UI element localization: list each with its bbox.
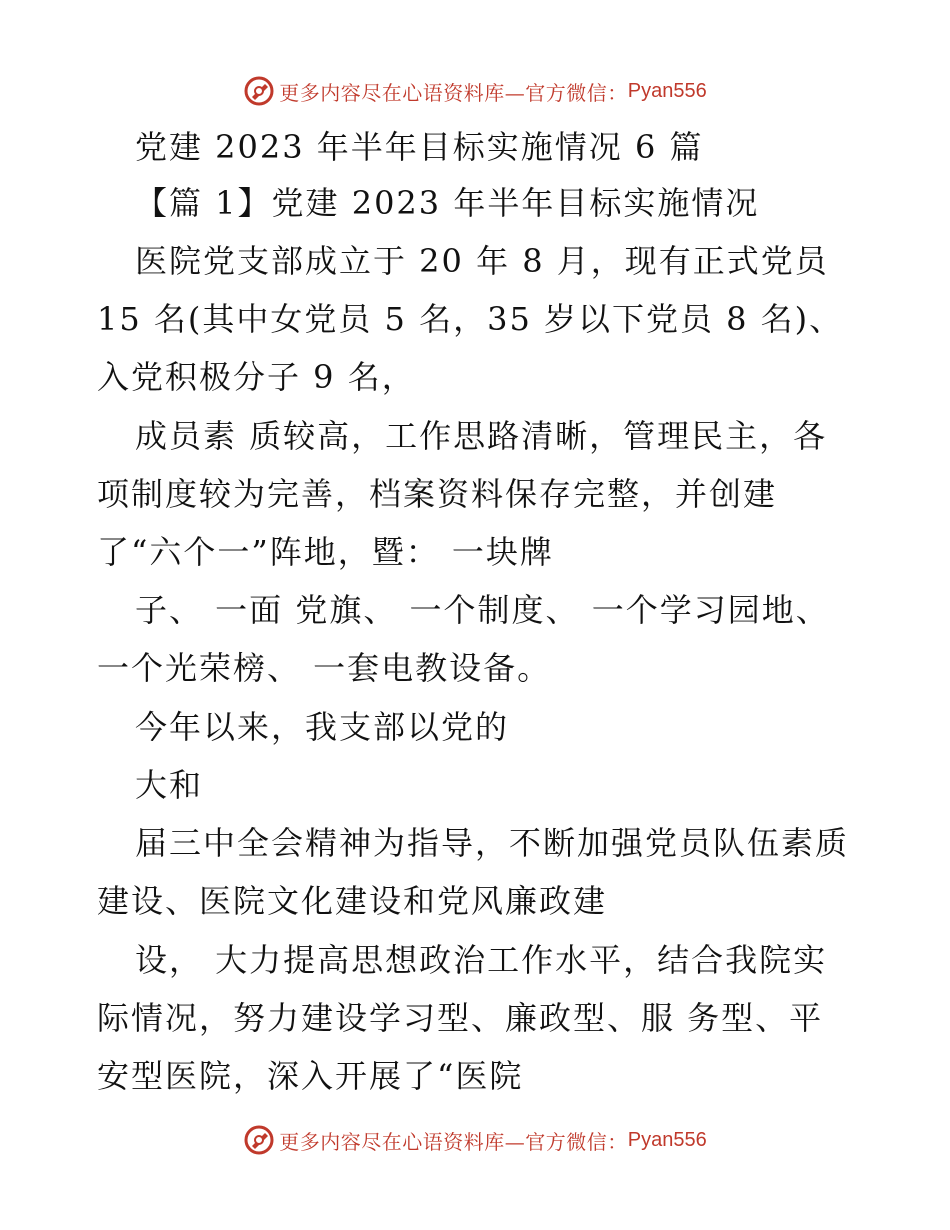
logo-icon xyxy=(243,1124,275,1156)
body-line: 大和 xyxy=(135,766,204,804)
watermark-text: 更多内容尽在心语资料库—官方微信： xyxy=(279,80,628,105)
body-line: 安型医院，深入开展了“医院 xyxy=(97,1057,524,1095)
document-title: 党建 2023 年半年目标实施情况 6 篇 xyxy=(135,128,704,166)
body-line: 医院党支部成立于 20 年 8 月，现有正式党员 xyxy=(135,242,829,280)
watermark-header xyxy=(0,71,950,111)
body-line: 项制度较为完善，档案资料保存完整，并创建 xyxy=(97,475,778,513)
watermark-wechat-id: Pyan556 xyxy=(627,79,707,102)
watermark-footer xyxy=(0,1120,950,1160)
watermark-wechat-id: Pyan556 xyxy=(627,1128,707,1151)
body-line: 际情况，努力建设学习型、廉政型、服 务型、平 xyxy=(97,999,824,1037)
body-line: 一个光荣榜、 一套电教设备。 xyxy=(97,649,552,687)
body-line: 15 名(其中女党员 5 名，35 岁以下党员 8 名)、 xyxy=(97,300,844,338)
body-line: 成员素 质较高，工作思路清晰，管理民主，各 xyxy=(135,417,828,455)
body-line: 届三中全会精神为指导，不断加强党员队伍素质 xyxy=(135,824,850,862)
section-heading: 【篇 1】党建 2023 年半年目标实施情况 xyxy=(135,184,760,222)
body-line: 子、 一面 党旗、 一个制度、 一个学习园地、 xyxy=(135,591,830,629)
body-line: 入党积极分子 9 名， xyxy=(97,358,416,396)
logo-icon xyxy=(243,75,275,107)
watermark-text: 更多内容尽在心语资料库—官方微信： xyxy=(279,1129,628,1154)
body-line: 今年以来，我支部以党的 xyxy=(135,708,510,746)
body-line: 设， 大力提高思想政治工作水平，结合我院实 xyxy=(135,941,828,979)
body-line: 建设、医院文化建设和党风廉政建 xyxy=(97,882,608,920)
body-line: 了“六个一”阵地，暨： 一块牌 xyxy=(97,533,554,571)
